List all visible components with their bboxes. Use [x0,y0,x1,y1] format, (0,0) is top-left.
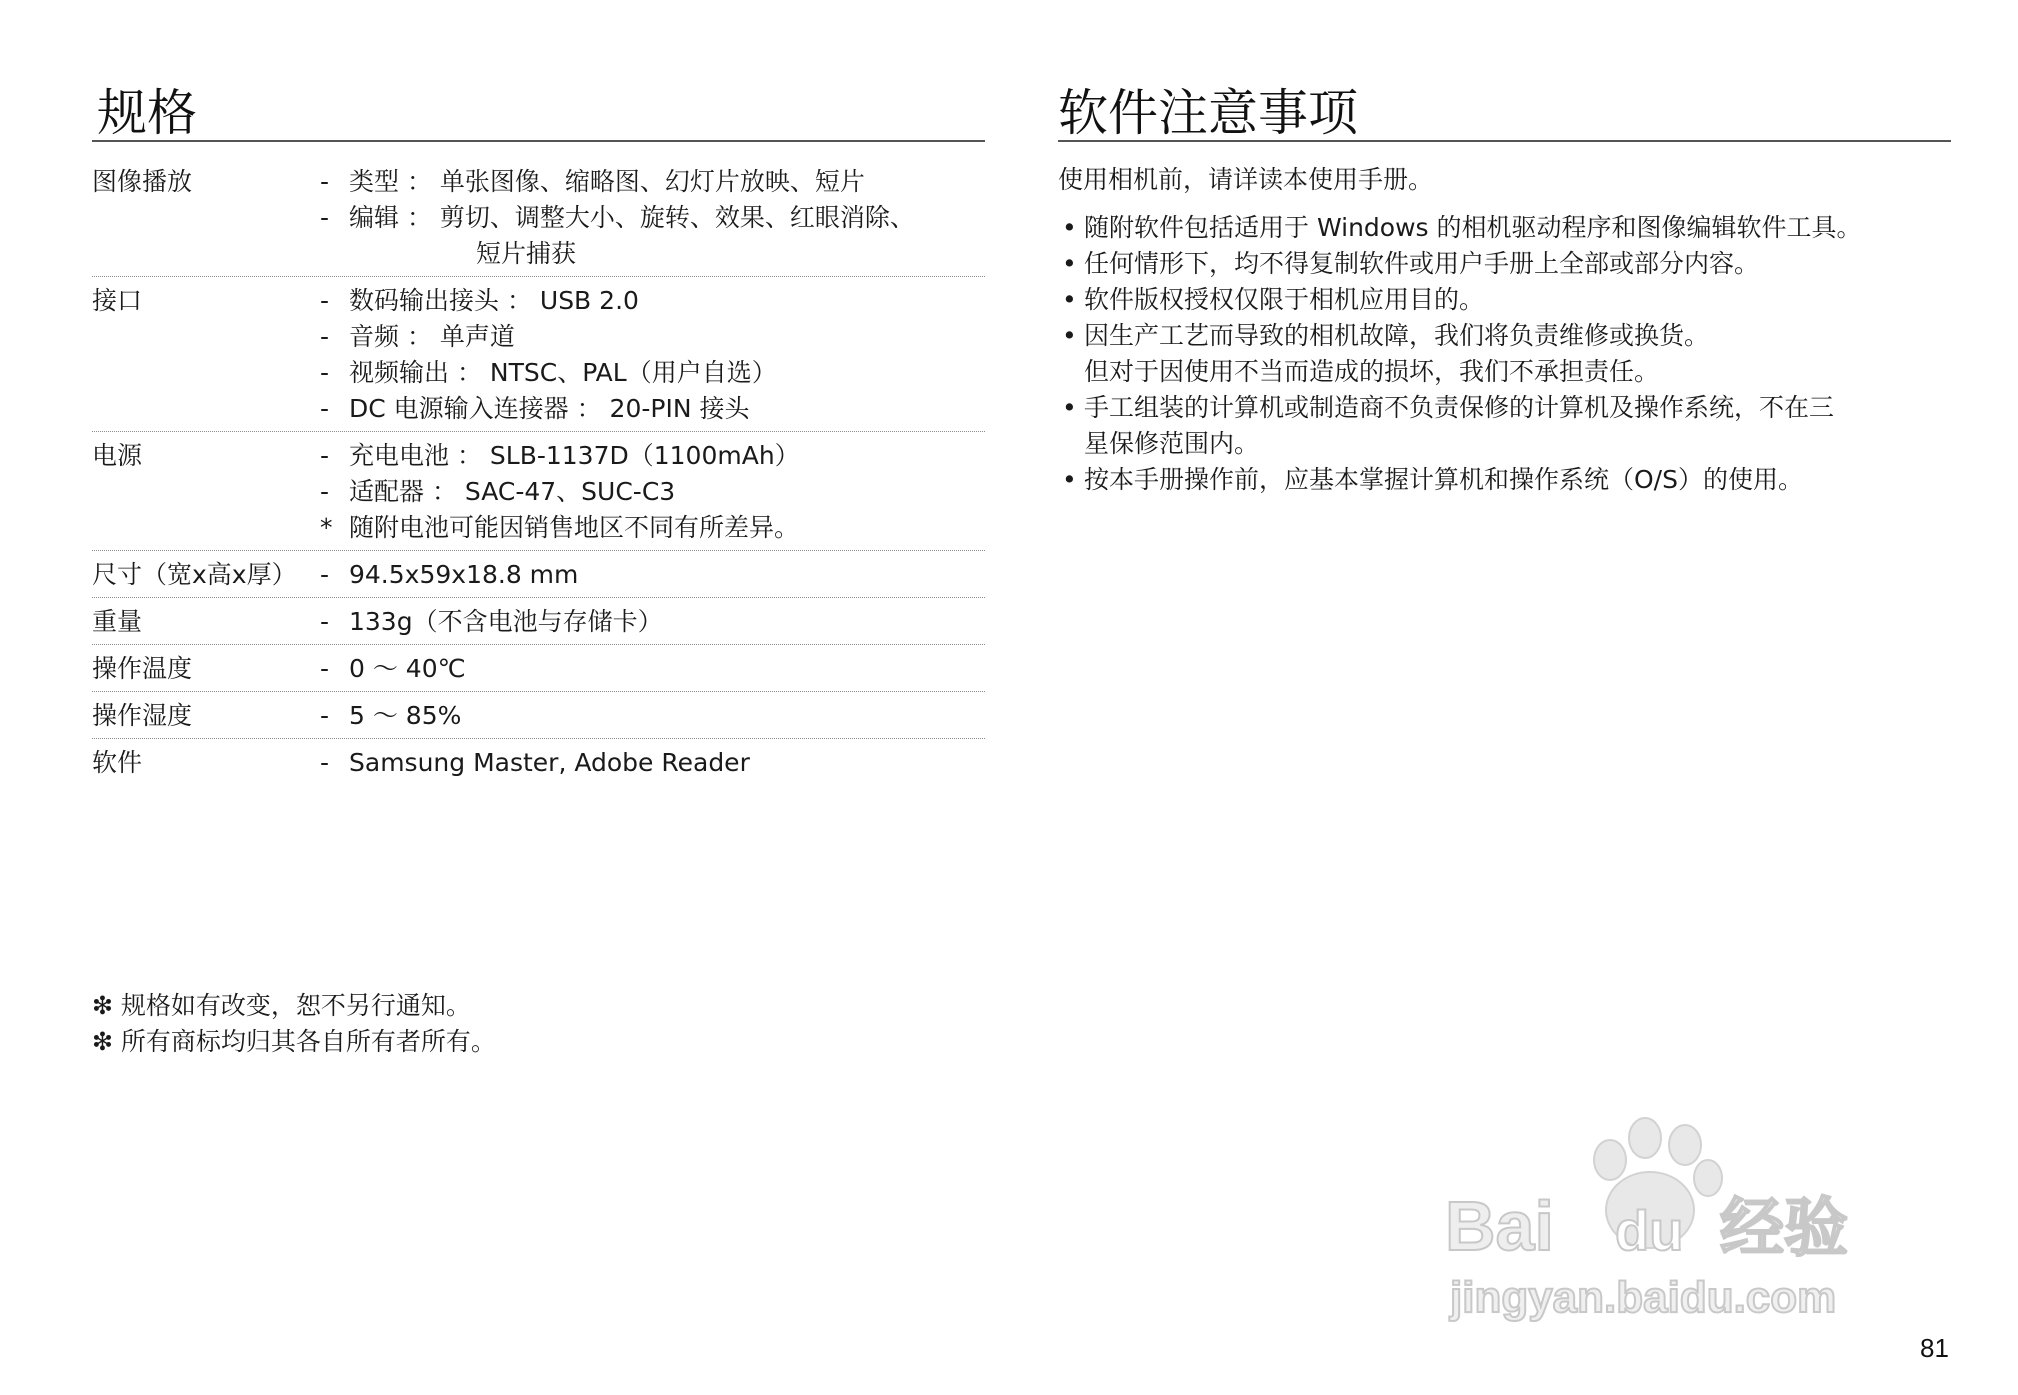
notice-list [1062,210,1962,498]
spec-label: 软件 [92,748,143,777]
spec-value-line [320,557,985,593]
spec-label: 尺寸（宽x高x厚） [92,560,297,589]
list-marker: - [320,477,330,506]
spec-value-line [320,438,985,474]
spec-value-text: 编辑 ： 剪切、调整大小、旋转、效果、红眼消除、 [349,203,915,232]
footnote: ❇ 所有商标均归其各自所有者所有。 [92,1027,496,1056]
spec-value-text: 短片捕获 [476,239,577,268]
specs-title: 规格 [97,84,197,142]
spec-value-line [320,391,985,427]
list-marker [320,236,349,272]
title-divider [1058,140,1951,142]
spec-value-line [320,319,985,355]
notice-text: 因生产工艺而导致的相机故障，我们将负责维修或换货。 [1084,321,1710,350]
spec-label: 重量 [92,607,143,636]
spec-value-line [320,745,985,781]
notice-text: 随附软件包括适用于 Windows 的相机驱动程序和图像编辑软件工具。 [1084,213,1862,242]
notice-text: 但对于因使用不当而造成的损坏，我们不承担责任。 [1084,357,1660,386]
spec-row [92,692,985,739]
svg-text:Bai: Bai [1445,1187,1554,1265]
spec-label: 操作温度 [92,654,193,683]
notice-text: 按本手册操作前，应基本掌握计算机和操作系统（O/S）的使用。 [1084,465,1803,494]
spec-label: 接口 [92,286,143,315]
spec-value-line [320,200,985,236]
spec-row [92,551,985,598]
notice-item [1062,282,1962,318]
spec-value-text: 视频输出 ： NTSC、PAL（用户自选） [349,358,777,387]
spec-value-line [320,355,985,391]
spec-table [92,158,985,785]
baidu-jingyan-watermark [1440,1100,1920,1330]
spec-value-line [320,474,985,510]
notice-item [1062,462,1962,498]
spec-value-text: 133g（不含电池与存储卡） [349,607,663,636]
spec-value-text: 5 ～ 85% [349,701,462,730]
notice-text: 任何情形下，均不得复制软件或用户手册上全部或部分内容。 [1084,249,1760,278]
spec-value-text: 0 ～ 40℃ [349,654,466,683]
bullet-icon: • [1062,249,1077,278]
notice-item [1062,390,1962,426]
spec-value-line [320,651,985,687]
list-marker: - [320,654,330,683]
list-marker: - [320,607,330,636]
notice-item [1062,426,1962,462]
svg-text:du: du [1615,1199,1684,1262]
list-marker: - [320,322,330,351]
notice-text: 手工组装的计算机或制造商不负责保修的计算机及操作系统，不在三 [1084,393,1835,422]
list-marker: - [320,203,330,232]
software-notes-title: 软件注意事项 [1058,84,1358,142]
spec-value-text: 充电电池 ： SLB-1137D（1100mAh） [349,441,800,470]
spec-value-line [320,510,985,546]
list-marker: * [320,513,333,542]
spec-row [92,158,985,277]
spec-label: 电源 [92,441,143,470]
bullet-icon: • [1062,213,1077,242]
spec-value-line [320,164,985,200]
spec-value-line [320,283,985,319]
spec-value-line [320,236,985,272]
title-divider [92,140,985,142]
page-number: 81 [1920,1333,1949,1363]
watermark-url: jingyan.baidu.com [1450,1273,1837,1322]
list-marker: - [320,748,330,777]
spec-value-text: 类型 ： 单张图像、缩略图、幻灯片放映、短片 [349,167,865,196]
notice-item [1062,354,1962,390]
notice-item [1062,318,1962,354]
spec-value-text: 94.5x59x18.8 mm [349,560,579,589]
footnotes [92,988,496,1060]
spec-value-line [320,698,985,734]
footnote: ❇ 规格如有改变，恕不另行通知。 [92,991,471,1020]
list-marker: - [320,701,330,730]
bullet-icon: • [1062,321,1077,350]
bullet-icon: • [1062,393,1077,422]
spec-label: 图像播放 [92,167,193,196]
list-marker: - [320,441,330,470]
spec-row [92,645,985,692]
spec-label: 操作湿度 [92,701,193,730]
spec-row [92,739,985,785]
list-marker: - [320,560,330,589]
spec-value-text: Samsung Master, Adobe Reader [349,748,750,777]
notice-item [1062,246,1962,282]
list-marker: - [320,358,330,387]
intro-text: 使用相机前，请详读本使用手册。 [1058,165,1434,194]
spec-value-text: 音频 ： 单声道 [349,322,515,351]
list-marker: - [320,167,330,196]
svg-text:经验: 经验 [1720,1192,1848,1266]
spec-value-text: 数码输出接头 ： USB 2.0 [349,286,639,315]
spec-value-text: DC 电源输入连接器 ： 20-PIN 接头 [349,394,750,423]
list-marker: - [320,394,330,423]
spec-value-line [320,604,985,640]
notice-text: 星保修范围内。 [1084,429,1260,458]
spec-row [92,277,985,432]
bullet-icon: • [1062,285,1077,314]
notice-item [1062,210,1962,246]
spec-value-text: 随附电池可能因销售地区不同有所差异。 [349,513,800,542]
bullet-icon: • [1062,465,1077,494]
spec-row [92,598,985,645]
spec-row [92,432,985,551]
notice-text: 软件版权授权仅限于相机应用目的。 [1084,285,1485,314]
spec-value-text: 适配器 ： SAC-47、SUC-C3 [349,477,676,506]
list-marker: - [320,286,330,315]
